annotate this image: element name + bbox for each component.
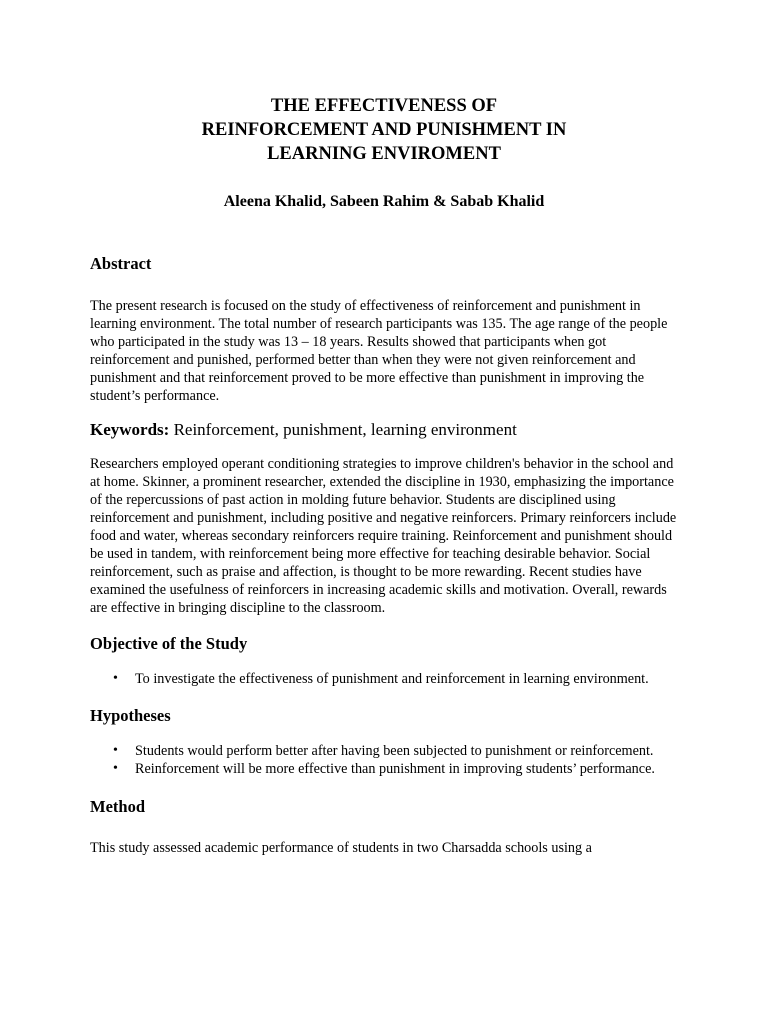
title-line-2: REINFORCEMENT AND PUNISHMENT IN (201, 120, 567, 140)
method-paragraph: This study assessed academic performance of students in two Charsadda schools using a (90, 840, 592, 856)
author-list: Aleena Khalid, Sabeen Rahim & Sabab Khalid (223, 193, 545, 210)
paper-title (90, 94, 678, 166)
keywords-line (90, 419, 678, 441)
title-line-3: LEARNING ENVIROMENT (267, 144, 501, 164)
objective-heading: Objective of the Study (90, 634, 248, 653)
keywords-text: Reinforcement, punishment, learning environment (169, 420, 517, 439)
title-line-1: THE EFFECTIVENESS OF (270, 96, 498, 116)
intro-paragraph: Researchers employed operant conditioning strategies to improve children's behavior in the school and at home. Skinner, a prominent researcher, extended the discipline in 1930, emphasizing the importance of the repercussions of past action in molding future behavior. Students are disciplined using reinforcement and punishment, including positive and negative reinforcers. Primary reinforcers include food and water, whereas secondary reinforcers require training. Reinforcement and punishment should be used in tandem, with reinforcement being more effective for teaching desirable behavior. Social reinforcement, such as praise and affection, is thought to be more rewarding. Recent studies have examined the usefulness of reinforcers in increasing academic skills and motivation. Overall, rewards are effective in bringing discipline to the classroom. (90, 456, 677, 616)
list-item-text: Students would perform better after having been subjected to punishment or reinforcement. (135, 743, 654, 759)
list-item (90, 670, 678, 688)
list-item-text: To investigate the effectiveness of punishment and reinforcement in learning environment. (135, 671, 649, 687)
bullet-icon: • (113, 743, 118, 758)
list-item (90, 760, 678, 778)
objective-list (90, 670, 678, 688)
abstract-text: The present research is focused on the study of effectiveness of reinforcement and punishment in learning environment. The total number of research participants was 135. The age range of the people who participated in the study was 13 – 18 years. Results showed that participants when got reinforcement and punished, performed better than when they were not given reinforcement and punishment and that reinforcement proved to be more effective than punishment in improving the student’s performance. (90, 298, 668, 404)
list-item-text: Reinforcement will be more effective than punishment in improving students’ performance. (135, 761, 655, 777)
abstract-heading: Abstract (90, 254, 152, 273)
hypotheses-heading: Hypotheses (90, 706, 171, 725)
bullet-icon: • (113, 761, 118, 776)
hypotheses-list (90, 742, 678, 778)
method-heading: Method (90, 797, 145, 816)
bullet-icon: • (113, 671, 118, 686)
list-item (90, 742, 678, 760)
keywords-label: Keywords: (90, 420, 170, 439)
